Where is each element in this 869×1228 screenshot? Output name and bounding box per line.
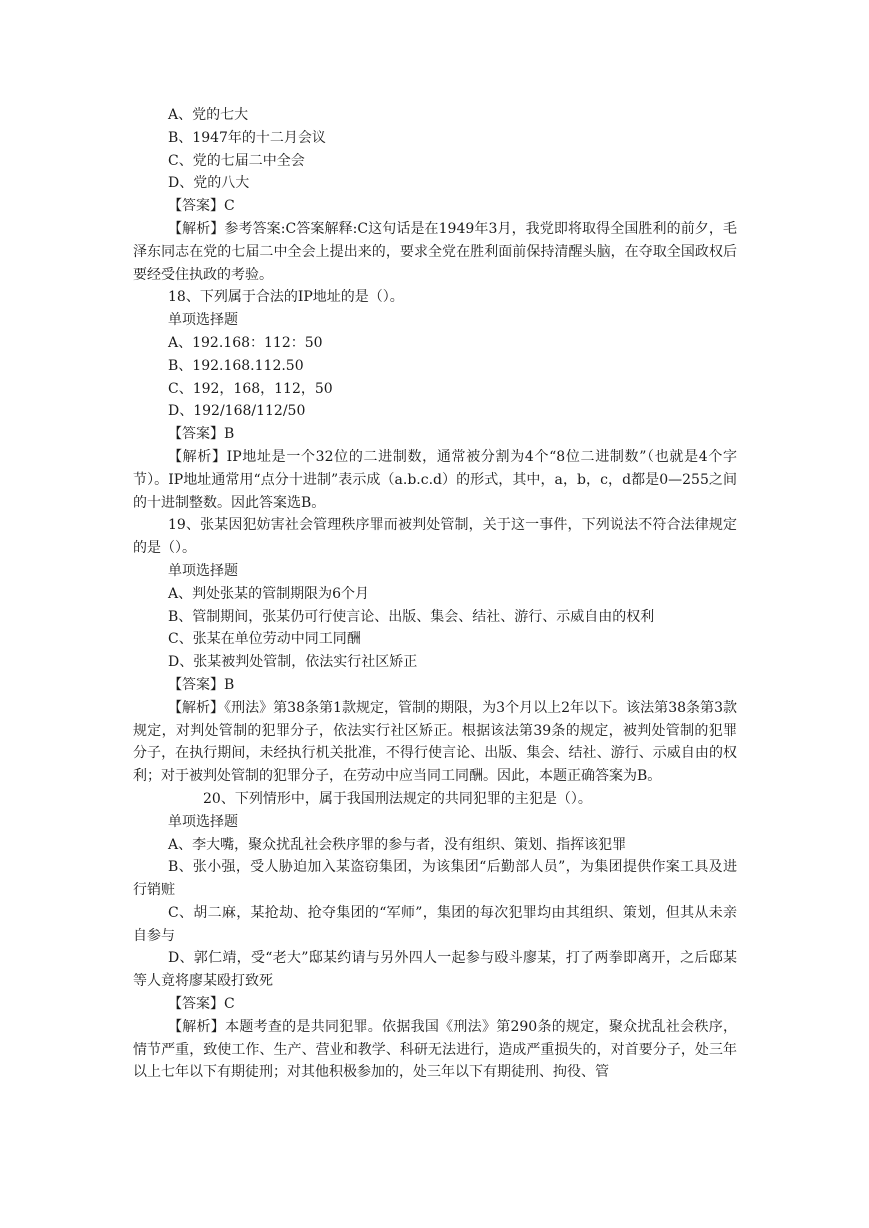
q18-answer: 【答案】B <box>168 426 235 443</box>
q20-type: 单项选择题 <box>168 813 238 830</box>
q19-option-d: D、张某被判处管制，依法实行社区矫正 <box>168 654 418 671</box>
q18-stem: 18、下列属于合法的IP地址的是（）。 <box>168 289 404 306</box>
q20-option-a: A、李大嘴，聚众扰乱社会秩序罪的参与者，没有组织、策划、指挥该犯罪 <box>168 836 627 853</box>
q20-answer: 【答案】C <box>168 996 235 1013</box>
q17-analysis: 【解析】参考答案:C答案解释:C这句话是在1949年3月，我党即将取得全国胜利的前夕，毛泽东同志在党的七届二中全会上提出来的，要求全党在胜利面前保持清醒头脑，在夺取全国政权后要经受住执政的考验。 <box>133 220 737 283</box>
document-body <box>133 104 737 1084</box>
q17-option-b: B、1947年的十二月会议 <box>168 129 326 146</box>
q20-option-c: C、胡二麻，某抢劫、抢夺集团的“军师”，集团的每次犯罪均由其组织、策划，但其从未亲自参与 <box>133 904 737 944</box>
q17-answer: 【答案】C <box>168 198 235 215</box>
q19-analysis: 【解析】《刑法》第38条第1款规定，管制的期限，为3个月以上2年以下。该法第38条第3款规定，对判处管制的犯罪分子，依法实行社区矫正。根据该法第39条的规定，被判处管制的犯罪分子，在执行期间，未经执行机关批准，不得行使言论、出版、集会、结社、游行、示威自由的权利；对于被判处管制的犯罪分子，在劳动中应当同工同酬。因此，本题正确答案为B。 <box>133 699 737 785</box>
q17-option-a: A、党的七大 <box>168 107 249 123</box>
q18-option-a: A、192.168：112：50 <box>168 334 323 351</box>
q20-stem: 20、下列情形中，属于我国刑法规定的共同犯罪的主犯是（）。 <box>203 790 592 807</box>
q18-type: 单项选择题 <box>168 312 238 329</box>
q17-option-d: D、党的八大 <box>168 175 250 192</box>
q19-option-c: C、张某在单位劳动中同工同酬 <box>168 631 361 648</box>
q19-stem: 19、张某因犯妨害社会管理秩序罪而被判处管制，关于这一事件，下列说法不符合法律规定的是（）。 <box>133 517 737 557</box>
q18-option-b: B、192.168.112.50 <box>168 357 304 374</box>
q20-option-d: D、郭仁靖，受“老大”邸某约请与另外四人一起参与殴斗廖某，打了两拳即离开，之后邸某等人竟将廖某殴打致死 <box>133 950 737 990</box>
q19-answer: 【答案】B <box>168 676 235 693</box>
q20-option-b: B、张小强，受人胁迫加入某盗窃集团，为该集团“后勤部人员”，为集团提供作案工具及进行销赃 <box>133 859 737 899</box>
q19-option-b: B、管制期间，张某仍可行使言论、出版、集会、结社、游行、示威自由的权利 <box>168 608 655 625</box>
q19-option-a: A、判处张某的管制期限为6个月 <box>168 585 370 602</box>
q18-option-c: C、192，168，112，50 <box>168 380 333 397</box>
q17-option-c: C、党的七届二中全会 <box>168 152 305 169</box>
q18-analysis: 【解析】IP地址是一个32位的二进制数，通常被分割为4个“8位二进制数”（也就是4个字节）。IP地址通常用“点分十进制”表示成（a.b.c.d）的形式，其中，a，b，c，d都是0—255之间的十进制整数。因此答案选B。 <box>133 448 737 511</box>
q18-option-d: D、192/168/112/50 <box>168 403 306 420</box>
q20-analysis: 【解析】本题考查的是共同犯罪。依据我国《刑法》第290条的规定，聚众扰乱社会秩序，情节严重，致使工作、生产、营业和教学、科研无法进行，造成严重损失的，对首要分子，处三年以上七年以下有期徒刑；对其他积极参加的，处三年以下有期徒刑、拘役、管 <box>133 1018 737 1081</box>
q19-type: 单项选择题 <box>168 562 238 579</box>
